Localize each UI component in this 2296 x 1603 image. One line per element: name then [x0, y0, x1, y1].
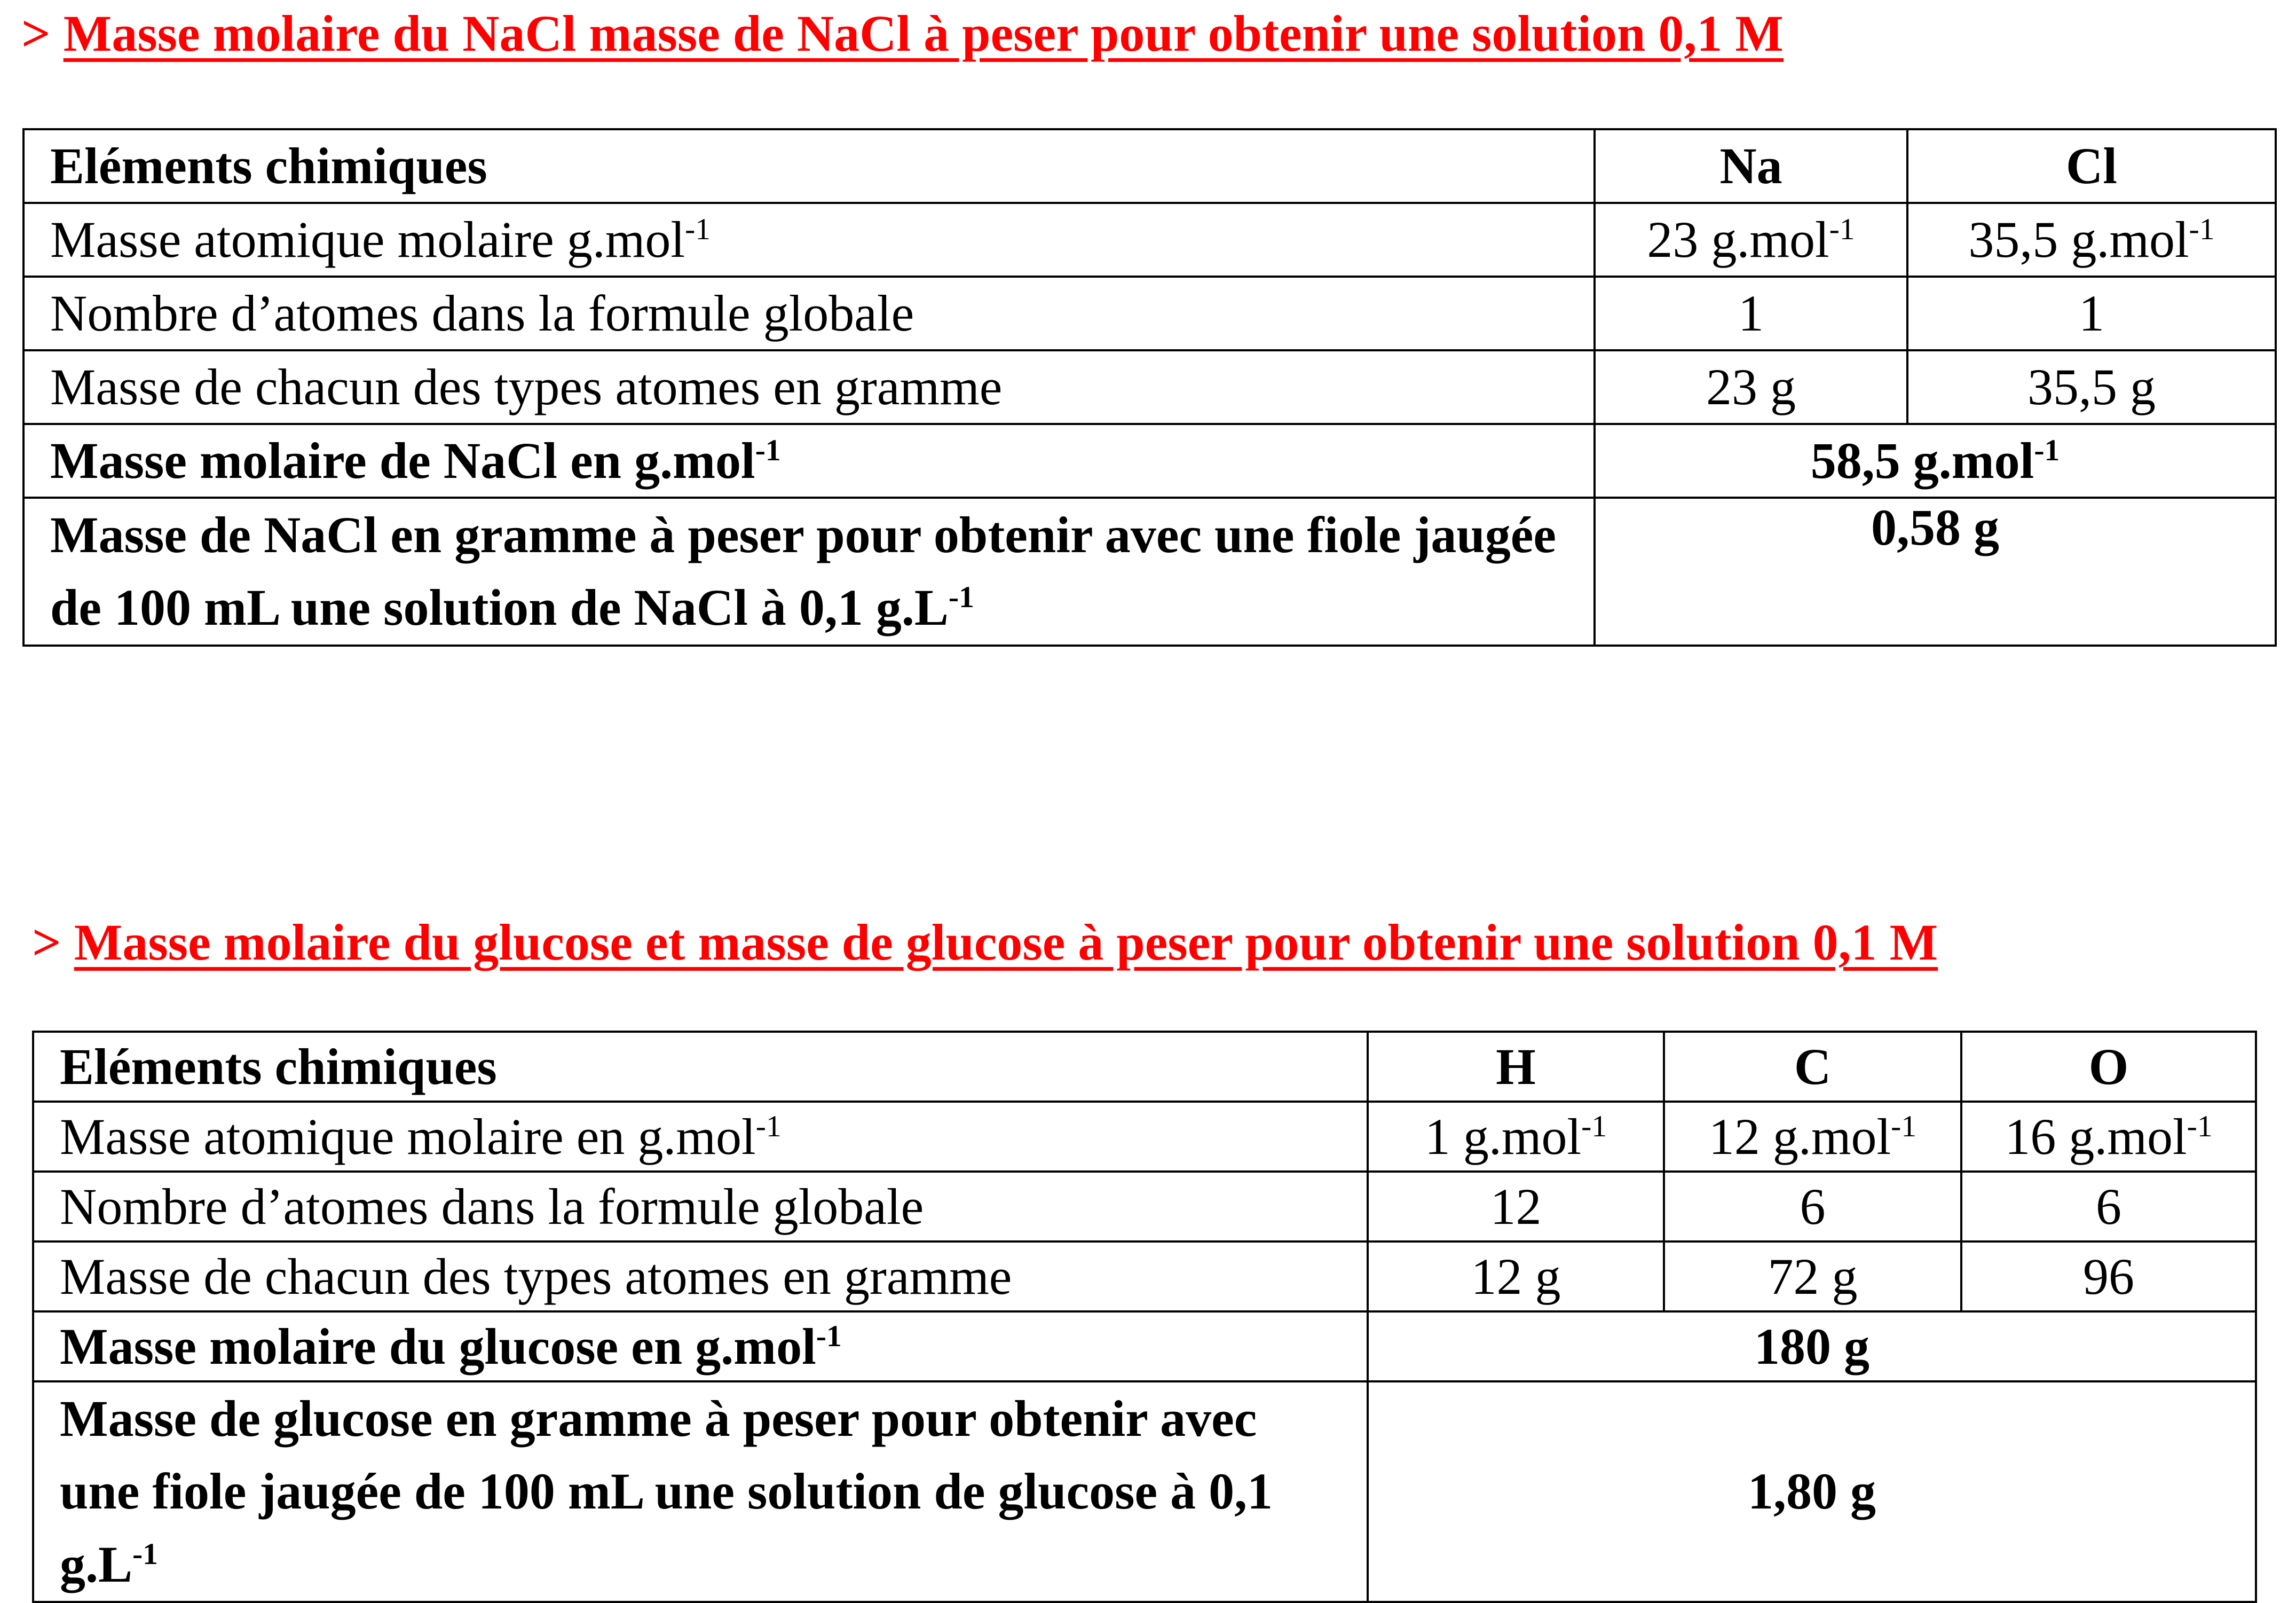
value-masse-a-peser-nacl: 0,58 g	[1595, 498, 2276, 646]
nacl-heading-text: Masse molaire du NaCl masse de NaCl à peser pour obtenir une solution 0,1 M	[63, 5, 1784, 62]
row-label-masse-a-peser: Masse de glucose en gramme à peser pour obtenir avec une fiole jaugée de 100 mL une solution de glucose à 0,1 $g.L^{-1}$	[33, 1381, 1368, 1602]
heading-marker: >	[21, 5, 51, 62]
table-header-row	[23, 129, 2276, 203]
table-row	[23, 203, 2276, 277]
row-label-nombre-atomes: Nombre d’atomes dans la formule globale	[23, 277, 1595, 350]
value-c-nombre-atomes: 6	[1664, 1172, 1961, 1241]
value-h-masse-atomique: 1 g.mol$^{-1}$	[1368, 1102, 1664, 1172]
nacl-molar-mass-table	[22, 128, 2277, 647]
row-label-masse-molaire: Masse molaire du glucose en g.mol$^{-1}$	[33, 1311, 1368, 1381]
glucose-heading-text: Masse molaire du glucose et masse de glucose à peser pour obtenir une solution 0,1 M	[74, 914, 1938, 971]
value-cl-masse-atomique: 35,5 g.mol$^{-1}$	[1907, 203, 2276, 277]
table-row	[33, 1172, 2256, 1241]
glucose-molar-mass-table	[32, 1031, 2257, 1603]
header-o-cell: O	[1961, 1032, 2256, 1102]
header-c-cell: C	[1664, 1032, 1961, 1102]
header-label-cell: Eléments chimiques	[33, 1032, 1368, 1102]
value-masse-molaire-glucose: 180 g	[1368, 1311, 2256, 1381]
table-row	[33, 1102, 2256, 1172]
value-na-masse-atomique: 23 g.mol$^{-1}$	[1595, 203, 1907, 277]
row-label-masse-atomique: Masse atomique molaire g.mol$^{-1}$	[23, 203, 1595, 277]
value-o-masse-types: 96	[1961, 1241, 2256, 1311]
row-label-masse-types: Masse de chacun des types atomes en gramme	[23, 350, 1595, 424]
header-h-cell: H	[1368, 1032, 1664, 1102]
value-o-nombre-atomes: 6	[1961, 1172, 2256, 1241]
header-na-cell: Na	[1595, 129, 1907, 203]
table-row	[33, 1241, 2256, 1311]
header-cl-cell: Cl	[1907, 129, 2276, 203]
heading-marker: >	[32, 914, 61, 971]
table-row	[23, 498, 2276, 646]
value-masse-a-peser-glucose: 1,80 g	[1368, 1381, 2256, 1602]
table-row	[33, 1381, 2256, 1602]
row-label-masse-a-peser: Masse de NaCl en gramme à peser pour obtenir avec une fiole jaugée de 100 mL une solution de NaCl à 0,1 $g.L^{-1}$	[23, 498, 1595, 646]
value-c-masse-types: 72 g	[1664, 1241, 1961, 1311]
table-row	[33, 1311, 2256, 1381]
value-cl-masse-types: 35,5 g	[1907, 350, 2276, 424]
value-c-masse-atomique: 12 g.mol$^{-1}$	[1664, 1102, 1961, 1172]
table-row	[23, 350, 2276, 424]
row-label-nombre-atomes: Nombre d’atomes dans la formule globale	[33, 1172, 1368, 1241]
value-h-nombre-atomes: 12	[1368, 1172, 1664, 1241]
nacl-section-heading	[21, 4, 1784, 63]
glucose-section-heading	[32, 913, 1938, 972]
value-h-masse-types: 12 g	[1368, 1241, 1664, 1311]
row-label-masse-atomique: Masse atomique molaire en g.mol$^{-1}$	[33, 1102, 1368, 1172]
row-label-masse-molaire: Masse molaire de NaCl en g.mol$^{-1}$	[23, 424, 1595, 498]
value-na-masse-types: 23 g	[1595, 350, 1907, 424]
header-label-cell: Eléments chimiques	[23, 129, 1595, 203]
value-masse-molaire-nacl: 58,5 g.mol$^{-1}$	[1595, 424, 2276, 498]
row-label-masse-types: Masse de chacun des types atomes en gramme	[33, 1241, 1368, 1311]
table-row	[23, 277, 2276, 350]
value-o-masse-atomique: 16 g.mol$^{-1}$	[1961, 1102, 2256, 1172]
table-row	[23, 424, 2276, 498]
value-na-nombre-atomes: 1	[1595, 277, 1907, 350]
table-header-row	[33, 1032, 2256, 1102]
value-cl-nombre-atomes: 1	[1907, 277, 2276, 350]
